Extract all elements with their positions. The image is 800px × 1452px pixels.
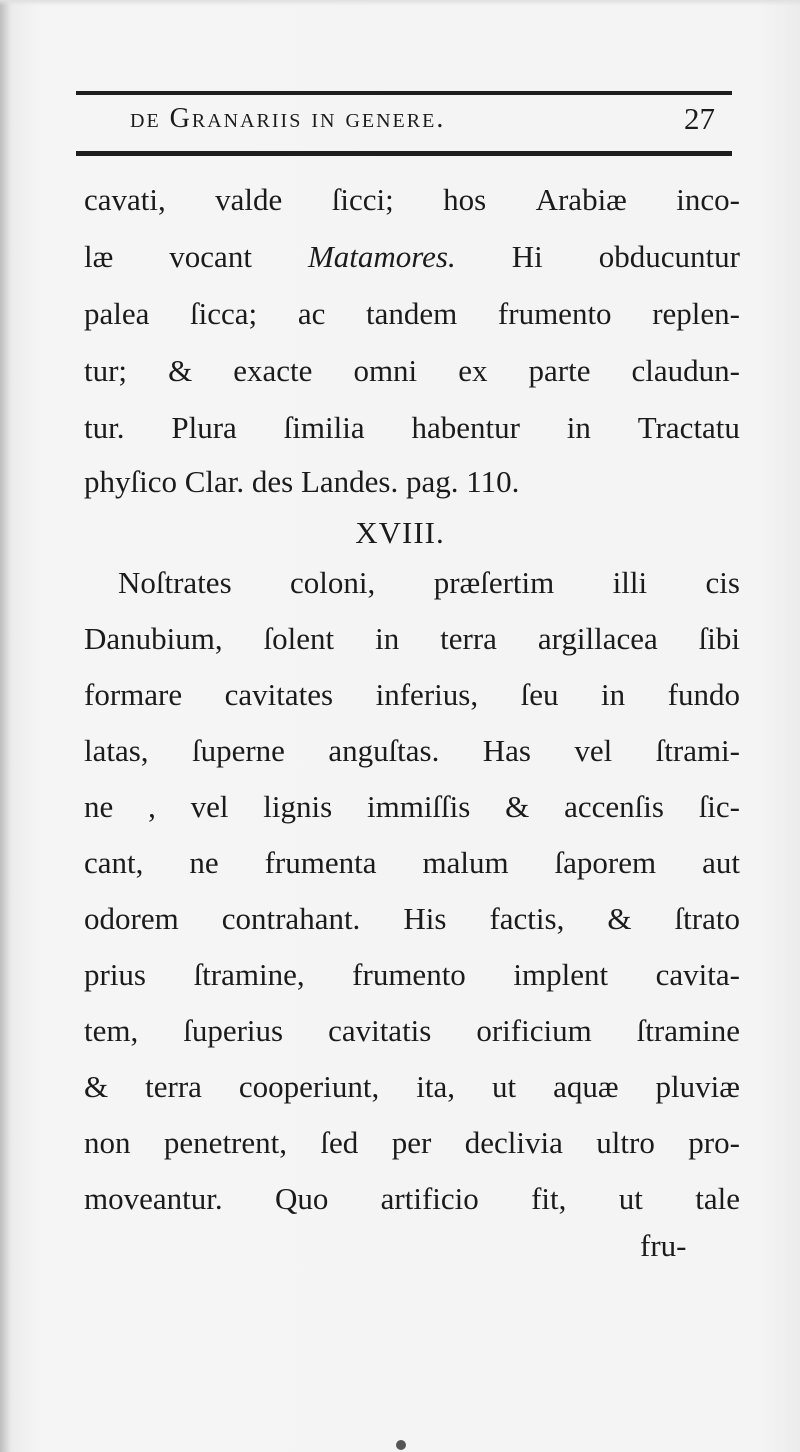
scan-edge-top — [0, 0, 800, 6]
text-line: Noſtrates coloni, præſertim illi cis — [118, 565, 740, 600]
section-heading: XVIII. — [355, 515, 445, 550]
ink-dot — [396, 1440, 406, 1450]
catchword: fru- — [640, 1228, 687, 1263]
text-line: & terra cooperiunt, ita, ut aquæ pluviæ — [84, 1069, 740, 1104]
page-number: 27 — [684, 101, 715, 136]
header-rule-top — [76, 91, 732, 95]
scan-edge-left — [0, 0, 10, 1452]
text-line: ne , vel lignis immiſſis & accenſis ſic- — [84, 789, 740, 824]
header-rule-bottom — [76, 151, 732, 156]
text-line: tem, ſuperius cavitatis orificium ſtramine — [84, 1013, 740, 1048]
text-line: tur; & exacte omni ex parte claudun- — [84, 353, 740, 388]
running-head: de Granariis in genere. — [130, 103, 446, 134]
text-line: non penetrent, ſed per declivia ultro pro- — [84, 1125, 740, 1160]
text-line: læ vocant Matamores. Hi obducuntur — [84, 239, 740, 274]
text-line: cavati, valde ſicci; hos Arabiæ inco- — [84, 182, 740, 217]
text-line: palea ſicca; ac tandem frumento replen- — [84, 296, 740, 331]
text-line: latas, ſuperne anguſtas. Has vel ſtrami- — [84, 733, 740, 768]
text-line: tur. Plura ſimilia habentur in Tractatu — [84, 410, 740, 445]
text-line: Danubium, ſolent in terra argillacea ſibi — [84, 621, 740, 656]
text-line: cant, ne frumenta malum ſaporem aut — [84, 845, 740, 880]
text-line: moveantur. Quo artificio fit, ut tale — [84, 1181, 740, 1216]
text-line: prius ſtramine, frumento implent cavita- — [84, 957, 740, 992]
text-line: formare cavitates inferius, ſeu in fundo — [84, 677, 740, 712]
text-line: odorem contrahant. His factis, & ſtrato — [84, 901, 740, 936]
text-line: phyſico Clar. des Landes. pag. 110. — [84, 464, 520, 499]
